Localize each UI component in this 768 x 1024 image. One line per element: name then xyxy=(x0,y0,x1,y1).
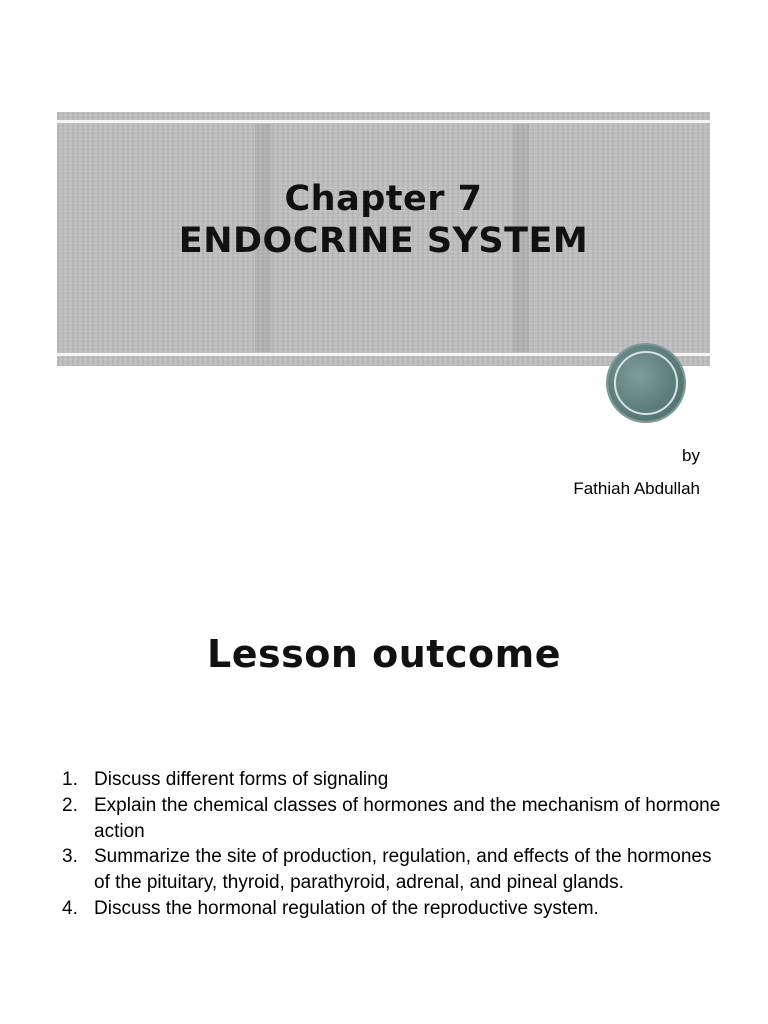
outcome-item xyxy=(62,844,722,896)
outcome-number: 3. xyxy=(62,846,78,868)
banner-top-stripe xyxy=(57,120,710,123)
outcome-number: 1. xyxy=(62,769,78,790)
author-by-label: by xyxy=(682,446,700,465)
author-name: Fathiah Abdullah xyxy=(573,479,700,498)
outcome-list xyxy=(62,767,722,922)
lesson-outcome-slide xyxy=(0,576,768,1024)
outcome-number: 4. xyxy=(62,897,78,919)
outcome-item xyxy=(62,793,722,845)
outcome-number: 2. xyxy=(62,794,78,816)
outcome-text: Discuss different forms of signaling xyxy=(94,769,389,790)
chapter-topic: ENDOCRINE SYSTEM xyxy=(178,221,589,261)
outcome-text: Summarize the site of production, regulation, and effects of the hormones of the pituitary, thyroid, parathyroid, adrenal, and pineal glands. xyxy=(94,846,712,894)
decorative-circle-icon xyxy=(608,345,684,421)
slide-title xyxy=(57,178,710,262)
decorative-circle-ring xyxy=(614,351,678,415)
banner-bottom-stripe xyxy=(57,353,710,356)
outcome-text: Explain the chemical classes of hormones and the mechanism of hormone action xyxy=(94,794,721,842)
outcome-item xyxy=(62,767,722,793)
title-banner xyxy=(57,112,710,366)
outcome-item xyxy=(62,896,722,922)
lesson-heading: Lesson outcome xyxy=(207,632,561,676)
chapter-label: Chapter 7 xyxy=(284,179,483,219)
outcome-text: Discuss the hormonal regulation of the reproductive system. xyxy=(94,897,599,919)
